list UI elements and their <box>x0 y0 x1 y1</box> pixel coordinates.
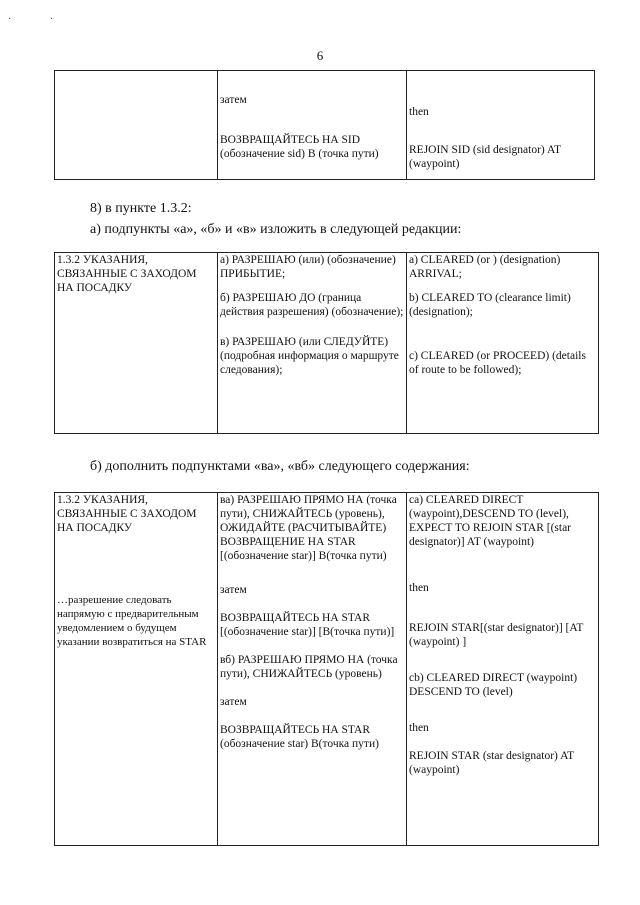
table1-english-cell <box>407 71 595 180</box>
subsection-a: а) подпункты «а», «б» и «в» изложить в следующей редакции: <box>90 222 462 237</box>
approach-table-b <box>54 492 599 846</box>
table2-heading-cell <box>55 253 218 434</box>
table3-ru-then1: затем <box>220 584 247 596</box>
table3-note: …разрешение следовать напрямую с предварительным уведомлением о будущем указании возвратиться на STAR <box>57 594 207 648</box>
table2-en-c: c) CLEARED (or PROCEED) (details of route to be followed); <box>409 350 586 376</box>
table3-en-ca: ca) CLEARED DIRECT (waypoint),DESCEND TO (level), EXPECT TO REJOIN STAR [(star designator)] AT (waypoint) <box>409 494 571 548</box>
subsection-b: б) дополнить подпунктами «ва», «вб» следующего содержания: <box>90 459 470 474</box>
table3-heading: 1.3.2 УКАЗАНИЯ, СВЯЗАННЫЕ С ЗАХОДОМ НА ПОСАДКУ <box>57 494 197 534</box>
table3-en-cb: cb) CLEARED DIRECT (waypoint) DESCEND TO (level) <box>409 672 578 698</box>
table2-en-a: a) CLEARED (or ) (designation) ARRIVAL; <box>409 254 561 280</box>
table2-russian-cell <box>218 253 407 434</box>
table2-ru-c: в) РАЗРЕШАЮ (или СЛЕДУЙТЕ) (подробная информация о маршруте следования); <box>220 336 399 376</box>
table1-empty-cell <box>55 71 218 180</box>
table2-heading: 1.3.2 УКАЗАНИЯ, СВЯЗАННЫЕ С ЗАХОДОМ НА ПОСАДКУ <box>57 254 197 294</box>
table3-en-then2: then <box>409 722 429 734</box>
table3-english-cell <box>407 493 599 846</box>
table2-ru-b: б) РАЗРЕШАЮ ДО (граница действия разрешения) (обозначение); <box>220 292 404 318</box>
table1-en-then: then <box>409 106 429 118</box>
scan-marks: · · <box>8 14 72 25</box>
table3-ru-va: ва) РАЗРЕШАЮ ПРЯМО НА (точка пути), СНИЖАЙТЕСЬ (уровень), ОЖИДАЙТЕ (РАСЧИТЫВАЙТЕ) ВОЗВРАЩЕНИЕ НА STAR [(обозначение star)] В(точка пути) <box>220 494 397 562</box>
page-number: 6 <box>316 48 324 63</box>
table2-en-b: b) CLEARED TO (clearance limit) (designation); <box>409 292 571 318</box>
table3-ru-then2: затем <box>220 696 247 708</box>
table3-en-rejoin2: REJOIN STAR (star designator) AT (waypoint) <box>409 750 574 776</box>
table3-ru-vb: вб) РАЗРЕШАЮ ПРЯМО НА (точка пути), СНИЖАЙТЕСЬ (уровень) <box>220 654 398 680</box>
table3-ru-rejoin2: ВОЗВРАЩАЙТЕСЬ НА STAR (обозначение star) В(точка пути) <box>220 724 379 750</box>
table2-ru-a: а) РАЗРЕШАЮ (или) (обозначение) ПРИБЫТИЕ; <box>220 254 396 280</box>
table3-russian-cell <box>218 493 407 846</box>
section-title: 8) в пункте 1.3.2: <box>90 201 192 216</box>
table2-english-cell <box>407 253 599 434</box>
table1-en-rejoin: REJOIN SID (sid designator) AT (waypoint) <box>409 144 561 170</box>
table3-heading-cell <box>55 493 218 846</box>
approach-table-a <box>54 252 599 434</box>
table1-ru-then: затем <box>220 94 247 106</box>
table1-ru-rejoin: ВОЗВРАЩАЙТЕСЬ НА SID (обозначение sid) В (точка пути) <box>220 134 379 160</box>
table3-en-then1: then <box>409 582 429 594</box>
table1-russian-cell <box>218 71 407 180</box>
table3-en-rejoin1: REJOIN STAR[(star designator)] [AT (waypoint) ] <box>409 622 584 648</box>
continuation-table <box>54 70 595 180</box>
table3-ru-rejoin1: ВОЗВРАЩАЙТЕСЬ НА STAR [(обозначение star)] [В(точка пути)] <box>220 612 395 638</box>
